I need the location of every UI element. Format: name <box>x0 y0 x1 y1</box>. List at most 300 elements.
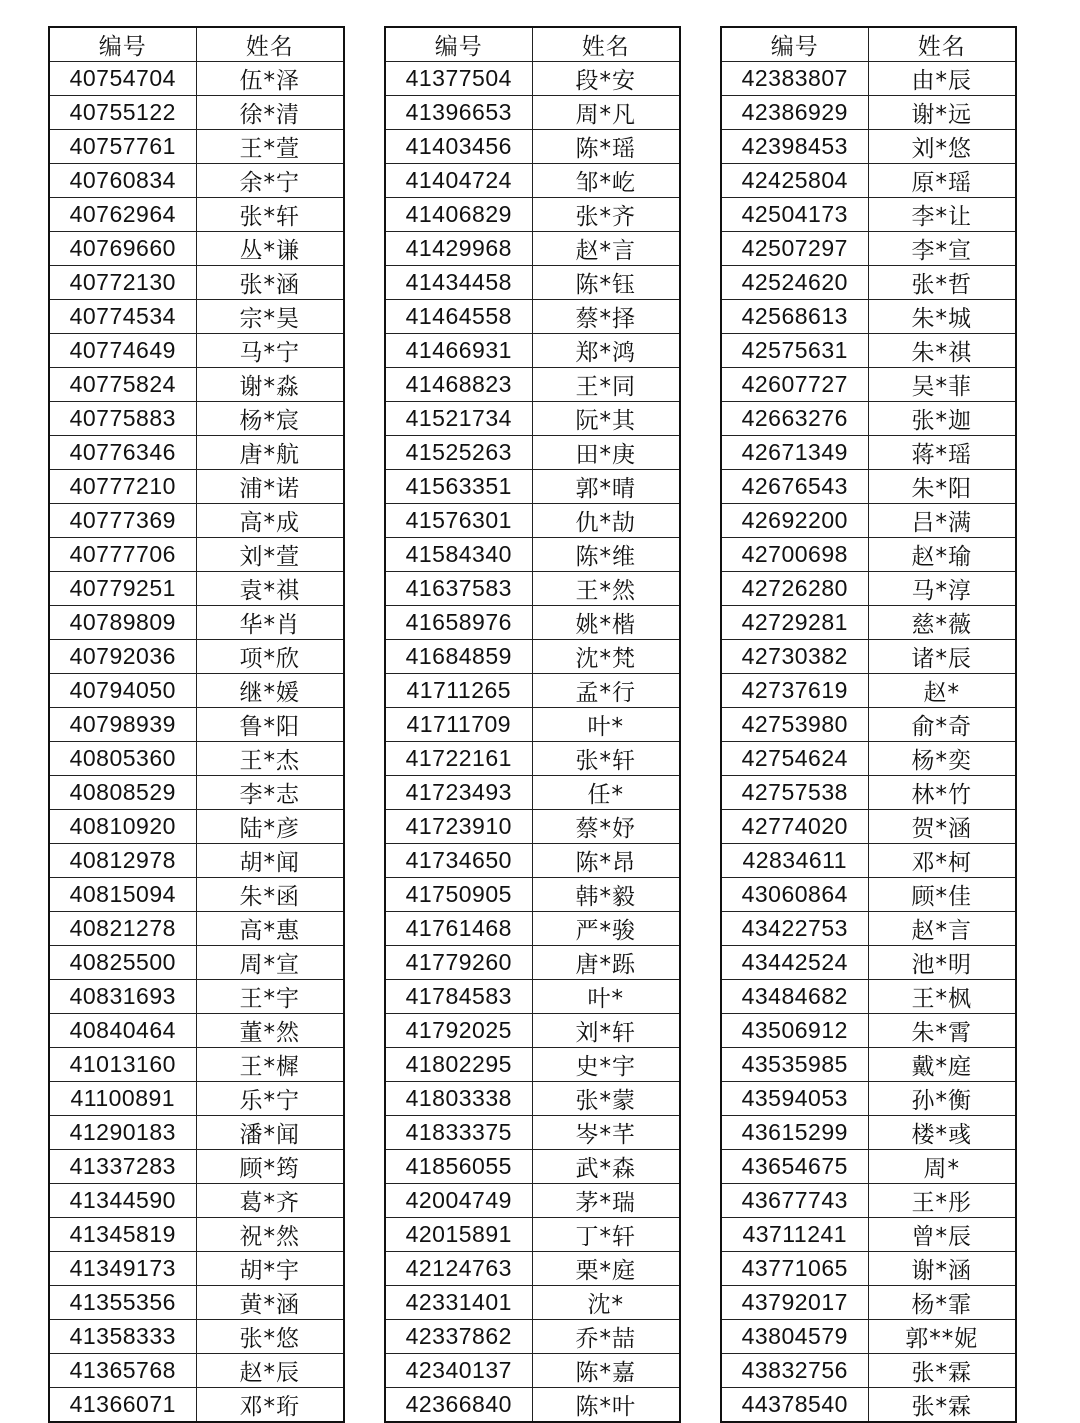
table-row <box>49 300 344 334</box>
table-row <box>385 1388 680 1423</box>
name-cell: 继*媛 <box>196 674 344 708</box>
name-cell: 王*宇 <box>196 980 344 1014</box>
table-row <box>385 742 680 776</box>
table-row <box>385 164 680 198</box>
name-cell: 赵* <box>868 674 1016 708</box>
id-cell: 44378540 <box>721 1388 868 1423</box>
table-row <box>385 300 680 334</box>
name-cell: 张*蒙 <box>532 1082 680 1116</box>
table-row <box>385 1082 680 1116</box>
id-cell: 41792025 <box>385 1014 532 1048</box>
table-row <box>721 742 1016 776</box>
name-cell: 马*淳 <box>868 572 1016 606</box>
id-cell: 42663276 <box>721 402 868 436</box>
id-cell: 42757538 <box>721 776 868 810</box>
id-cell: 43832756 <box>721 1354 868 1388</box>
name-cell: 沈* <box>532 1286 680 1320</box>
name-cell: 阮*其 <box>532 402 680 436</box>
table-row <box>385 1354 680 1388</box>
name-cell: 项*欣 <box>196 640 344 674</box>
name-cell: 姚*楷 <box>532 606 680 640</box>
id-cell: 40774534 <box>49 300 196 334</box>
name-cell: 杨*宸 <box>196 402 344 436</box>
name-cell: 戴*庭 <box>868 1048 1016 1082</box>
name-cell: 沈*梵 <box>532 640 680 674</box>
table-row <box>49 368 344 402</box>
id-cell: 41434458 <box>385 266 532 300</box>
name-cell: 叶* <box>532 980 680 1014</box>
table-row <box>49 232 344 266</box>
table-row <box>49 164 344 198</box>
table-row <box>385 912 680 946</box>
id-cell: 40840464 <box>49 1014 196 1048</box>
id-cell: 43506912 <box>721 1014 868 1048</box>
id-cell: 41349173 <box>49 1252 196 1286</box>
name-cell: 王*彤 <box>868 1184 1016 1218</box>
name-cell: 马*宁 <box>196 334 344 368</box>
name-cell: 顾*佳 <box>868 878 1016 912</box>
table-row <box>385 1320 680 1354</box>
id-cell: 43535985 <box>721 1048 868 1082</box>
table-row <box>385 436 680 470</box>
id-cell: 42729281 <box>721 606 868 640</box>
id-cell: 41525263 <box>385 436 532 470</box>
table-row <box>721 606 1016 640</box>
id-cell: 40812978 <box>49 844 196 878</box>
id-cell: 42700698 <box>721 538 868 572</box>
id-cell: 40774649 <box>49 334 196 368</box>
id-cell: 43422753 <box>721 912 868 946</box>
id-cell: 42726280 <box>721 572 868 606</box>
name-cell: 蔡*择 <box>532 300 680 334</box>
name-cell: 王*樨 <box>196 1048 344 1082</box>
name-cell: 胡*宇 <box>196 1252 344 1286</box>
name-cell: 华*肖 <box>196 606 344 640</box>
name-cell: 赵*辰 <box>196 1354 344 1388</box>
table-row <box>49 130 344 164</box>
id-cell: 40794050 <box>49 674 196 708</box>
table-row <box>721 62 1016 96</box>
id-cell: 41337283 <box>49 1150 196 1184</box>
id-cell: 41658976 <box>385 606 532 640</box>
name-cell: 杨*霏 <box>868 1286 1016 1320</box>
table-row <box>721 1218 1016 1252</box>
table-row <box>385 810 680 844</box>
id-cell: 41429968 <box>385 232 532 266</box>
name-cell: 韩*毅 <box>532 878 680 912</box>
table-row <box>49 1150 344 1184</box>
table-row <box>721 232 1016 266</box>
id-cell: 42607727 <box>721 368 868 402</box>
table-row <box>721 96 1016 130</box>
table-row <box>721 980 1016 1014</box>
id-cell: 41684859 <box>385 640 532 674</box>
name-cell: 谢*涵 <box>868 1252 1016 1286</box>
table-row <box>49 572 344 606</box>
id-cell: 41358333 <box>49 1320 196 1354</box>
id-cell: 41355356 <box>49 1286 196 1320</box>
id-cell: 40821278 <box>49 912 196 946</box>
table-row <box>385 640 680 674</box>
table-row <box>721 810 1016 844</box>
name-cell: 郑*鸿 <box>532 334 680 368</box>
name-cell: 吕*满 <box>868 504 1016 538</box>
id-cell: 42386929 <box>721 96 868 130</box>
table-row <box>49 470 344 504</box>
table-row <box>385 1286 680 1320</box>
name-cell: 李*让 <box>868 198 1016 232</box>
table-row <box>721 130 1016 164</box>
name-cell: 周* <box>868 1150 1016 1184</box>
id-cell: 42730382 <box>721 640 868 674</box>
id-cell: 40775824 <box>49 368 196 402</box>
table-row <box>385 606 680 640</box>
id-cell: 42676543 <box>721 470 868 504</box>
roster-table-3 <box>720 26 1017 1423</box>
table-row <box>49 878 344 912</box>
name-cell: 王*同 <box>532 368 680 402</box>
id-cell: 40805360 <box>49 742 196 776</box>
id-cell: 42504173 <box>721 198 868 232</box>
id-cell: 41403456 <box>385 130 532 164</box>
name-cell: 黄*涵 <box>196 1286 344 1320</box>
name-cell: 楼*彧 <box>868 1116 1016 1150</box>
name-cell: 陈*钰 <box>532 266 680 300</box>
name-cell: 李*宣 <box>868 232 1016 266</box>
name-cell: 唐*航 <box>196 436 344 470</box>
table-row <box>385 1218 680 1252</box>
name-cell: 蔡*妤 <box>532 810 680 844</box>
name-cell: 赵*言 <box>532 232 680 266</box>
id-cell: 40815094 <box>49 878 196 912</box>
table-row <box>721 1184 1016 1218</box>
header-id: 编号 <box>49 27 196 62</box>
id-cell: 41013160 <box>49 1048 196 1082</box>
table-row <box>721 504 1016 538</box>
name-cell: 董*然 <box>196 1014 344 1048</box>
table-row <box>721 1014 1016 1048</box>
name-cell: 张*悠 <box>196 1320 344 1354</box>
table-row <box>385 1252 680 1286</box>
id-cell: 40775883 <box>49 402 196 436</box>
table-row <box>721 674 1016 708</box>
table-row <box>385 96 680 130</box>
id-cell: 41466931 <box>385 334 532 368</box>
id-cell: 42425804 <box>721 164 868 198</box>
name-cell: 徐*清 <box>196 96 344 130</box>
name-cell: 武*森 <box>532 1150 680 1184</box>
table-row <box>721 1388 1016 1423</box>
table-row <box>49 1252 344 1286</box>
table-row <box>49 1218 344 1252</box>
id-cell: 42692200 <box>721 504 868 538</box>
name-cell: 杨*奕 <box>868 742 1016 776</box>
name-cell: 陈*嘉 <box>532 1354 680 1388</box>
table-row <box>385 980 680 1014</box>
id-cell: 41722161 <box>385 742 532 776</box>
id-cell: 43677743 <box>721 1184 868 1218</box>
table-row <box>49 980 344 1014</box>
id-cell: 40831693 <box>49 980 196 1014</box>
name-cell: 谢*远 <box>868 96 1016 130</box>
name-cell: 高*成 <box>196 504 344 538</box>
table-row <box>49 96 344 130</box>
table-row <box>721 708 1016 742</box>
id-cell: 42834611 <box>721 844 868 878</box>
id-cell: 41803338 <box>385 1082 532 1116</box>
table-row <box>385 62 680 96</box>
name-cell: 郭*晴 <box>532 470 680 504</box>
id-cell: 41345819 <box>49 1218 196 1252</box>
name-cell: 宗*昊 <box>196 300 344 334</box>
name-cell: 张*迦 <box>868 402 1016 436</box>
id-cell: 41584340 <box>385 538 532 572</box>
name-cell: 周*宣 <box>196 946 344 980</box>
header-id: 编号 <box>385 27 532 62</box>
name-cell: 任* <box>532 776 680 810</box>
table-row <box>49 1082 344 1116</box>
name-cell: 岑*芊 <box>532 1116 680 1150</box>
id-cell: 40762964 <box>49 198 196 232</box>
table-row <box>49 538 344 572</box>
table-row <box>385 1184 680 1218</box>
id-cell: 41802295 <box>385 1048 532 1082</box>
name-cell: 周*凡 <box>532 96 680 130</box>
id-cell: 41711265 <box>385 674 532 708</box>
id-cell: 40798939 <box>49 708 196 742</box>
id-cell: 40776346 <box>49 436 196 470</box>
table-row <box>385 1014 680 1048</box>
id-cell: 40810920 <box>49 810 196 844</box>
name-cell: 乐*宁 <box>196 1082 344 1116</box>
table-row <box>721 1116 1016 1150</box>
name-cell: 陈*维 <box>532 538 680 572</box>
table-row <box>721 878 1016 912</box>
table-row <box>385 368 680 402</box>
id-cell: 42015891 <box>385 1218 532 1252</box>
table-row <box>385 402 680 436</box>
name-cell: 仇*劼 <box>532 504 680 538</box>
id-cell: 41377504 <box>385 62 532 96</box>
table-row <box>385 776 680 810</box>
table-row <box>385 130 680 164</box>
name-cell: 刘*萱 <box>196 538 344 572</box>
name-cell: 刘*悠 <box>868 130 1016 164</box>
name-cell: 曾*辰 <box>868 1218 1016 1252</box>
id-cell: 40755122 <box>49 96 196 130</box>
id-cell: 40769660 <box>49 232 196 266</box>
table-row <box>49 504 344 538</box>
id-cell: 43654675 <box>721 1150 868 1184</box>
id-cell: 43804579 <box>721 1320 868 1354</box>
id-cell: 41344590 <box>49 1184 196 1218</box>
name-cell: 王*枫 <box>868 980 1016 1014</box>
table-row <box>721 844 1016 878</box>
table-row <box>385 674 680 708</box>
name-cell: 葛*齐 <box>196 1184 344 1218</box>
table-row <box>49 742 344 776</box>
table-row <box>721 538 1016 572</box>
id-cell: 41856055 <box>385 1150 532 1184</box>
id-cell: 41404724 <box>385 164 532 198</box>
id-cell: 43615299 <box>721 1116 868 1150</box>
table-row <box>721 572 1016 606</box>
table-row <box>721 402 1016 436</box>
table-row <box>721 1082 1016 1116</box>
id-cell: 40825500 <box>49 946 196 980</box>
table-row <box>385 572 680 606</box>
name-cell: 张*轩 <box>532 742 680 776</box>
id-cell: 40779251 <box>49 572 196 606</box>
table-row <box>721 368 1016 402</box>
name-cell: 袁*祺 <box>196 572 344 606</box>
id-cell: 40777369 <box>49 504 196 538</box>
table-row <box>49 708 344 742</box>
id-cell: 41464558 <box>385 300 532 334</box>
table-row <box>721 470 1016 504</box>
name-cell: 张*哲 <box>868 266 1016 300</box>
name-cell: 伍*泽 <box>196 62 344 96</box>
name-cell: 潘*闻 <box>196 1116 344 1150</box>
name-cell: 史*宇 <box>532 1048 680 1082</box>
table-row <box>49 402 344 436</box>
name-cell: 俞*奇 <box>868 708 1016 742</box>
table-row <box>385 708 680 742</box>
id-cell: 41711709 <box>385 708 532 742</box>
id-cell: 40777210 <box>49 470 196 504</box>
table-row <box>385 470 680 504</box>
name-cell: 张*齐 <box>532 198 680 232</box>
table-row <box>49 1184 344 1218</box>
id-cell: 41396653 <box>385 96 532 130</box>
id-cell: 42568613 <box>721 300 868 334</box>
name-cell: 谢*淼 <box>196 368 344 402</box>
id-cell: 43792017 <box>721 1286 868 1320</box>
header-row <box>385 27 680 62</box>
id-cell: 41637583 <box>385 572 532 606</box>
name-cell: 王*杰 <box>196 742 344 776</box>
table-row <box>49 198 344 232</box>
id-cell: 41521734 <box>385 402 532 436</box>
table-row <box>49 844 344 878</box>
header-name: 姓名 <box>868 27 1016 62</box>
id-cell: 43711241 <box>721 1218 868 1252</box>
id-cell: 40760834 <box>49 164 196 198</box>
name-cell: 邓*珩 <box>196 1388 344 1423</box>
name-cell: 张*涵 <box>196 266 344 300</box>
header-row <box>721 27 1016 62</box>
id-cell: 40754704 <box>49 62 196 96</box>
table-row <box>721 1354 1016 1388</box>
id-cell: 41563351 <box>385 470 532 504</box>
name-cell: 由*辰 <box>868 62 1016 96</box>
table-row <box>721 1150 1016 1184</box>
name-cell: 刘*轩 <box>532 1014 680 1048</box>
table-row <box>49 436 344 470</box>
table-row <box>385 946 680 980</box>
table-row <box>721 266 1016 300</box>
id-cell: 42398453 <box>721 130 868 164</box>
name-cell: 朱*函 <box>196 878 344 912</box>
name-cell: 池*明 <box>868 946 1016 980</box>
table-row <box>49 334 344 368</box>
id-cell: 40757761 <box>49 130 196 164</box>
id-cell: 40789809 <box>49 606 196 640</box>
id-cell: 42753980 <box>721 708 868 742</box>
table-row <box>49 1388 344 1423</box>
id-cell: 40808529 <box>49 776 196 810</box>
name-cell: 孙*衡 <box>868 1082 1016 1116</box>
id-cell: 42774020 <box>721 810 868 844</box>
name-cell: 顾*筠 <box>196 1150 344 1184</box>
table-row <box>721 776 1016 810</box>
id-cell: 41784583 <box>385 980 532 1014</box>
table-row <box>49 266 344 300</box>
name-cell: 鲁*阳 <box>196 708 344 742</box>
name-cell: 邓*柯 <box>868 844 1016 878</box>
table-row <box>49 1320 344 1354</box>
header-id: 编号 <box>721 27 868 62</box>
name-cell: 张*霖 <box>868 1388 1016 1423</box>
id-cell: 42383807 <box>721 62 868 96</box>
id-cell: 41723493 <box>385 776 532 810</box>
id-cell: 42754624 <box>721 742 868 776</box>
id-cell: 42671349 <box>721 436 868 470</box>
table-row <box>385 334 680 368</box>
table-row <box>49 912 344 946</box>
id-cell: 41366071 <box>49 1388 196 1423</box>
name-cell: 诸*辰 <box>868 640 1016 674</box>
id-cell: 43594053 <box>721 1082 868 1116</box>
name-cell: 吴*菲 <box>868 368 1016 402</box>
id-cell: 41290183 <box>49 1116 196 1150</box>
name-cell: 段*安 <box>532 62 680 96</box>
table-row <box>721 436 1016 470</box>
name-cell: 蒋*瑶 <box>868 436 1016 470</box>
id-cell: 41468823 <box>385 368 532 402</box>
name-cell: 邹*屹 <box>532 164 680 198</box>
name-cell: 贺*涵 <box>868 810 1016 844</box>
id-cell: 43484682 <box>721 980 868 1014</box>
name-cell: 丛*谦 <box>196 232 344 266</box>
table-row <box>49 946 344 980</box>
name-cell: 朱*霄 <box>868 1014 1016 1048</box>
id-cell: 42124763 <box>385 1252 532 1286</box>
name-cell: 朱*城 <box>868 300 1016 334</box>
header-name: 姓名 <box>532 27 680 62</box>
name-cell: 祝*然 <box>196 1218 344 1252</box>
name-cell: 丁*轩 <box>532 1218 680 1252</box>
table-row <box>49 1286 344 1320</box>
roster-table-2 <box>384 26 681 1423</box>
name-cell: 朱*祺 <box>868 334 1016 368</box>
name-cell: 孟*行 <box>532 674 680 708</box>
table-row <box>49 810 344 844</box>
table-row <box>385 232 680 266</box>
name-cell: 慈*薇 <box>868 606 1016 640</box>
table-row <box>49 62 344 96</box>
id-cell: 43442524 <box>721 946 868 980</box>
id-cell: 42340137 <box>385 1354 532 1388</box>
table-row <box>721 334 1016 368</box>
table-row <box>721 1286 1016 1320</box>
name-cell: 王*然 <box>532 572 680 606</box>
name-cell: 林*竹 <box>868 776 1016 810</box>
id-cell: 42366840 <box>385 1388 532 1423</box>
table-row <box>49 1354 344 1388</box>
table-row <box>385 266 680 300</box>
id-cell: 42507297 <box>721 232 868 266</box>
